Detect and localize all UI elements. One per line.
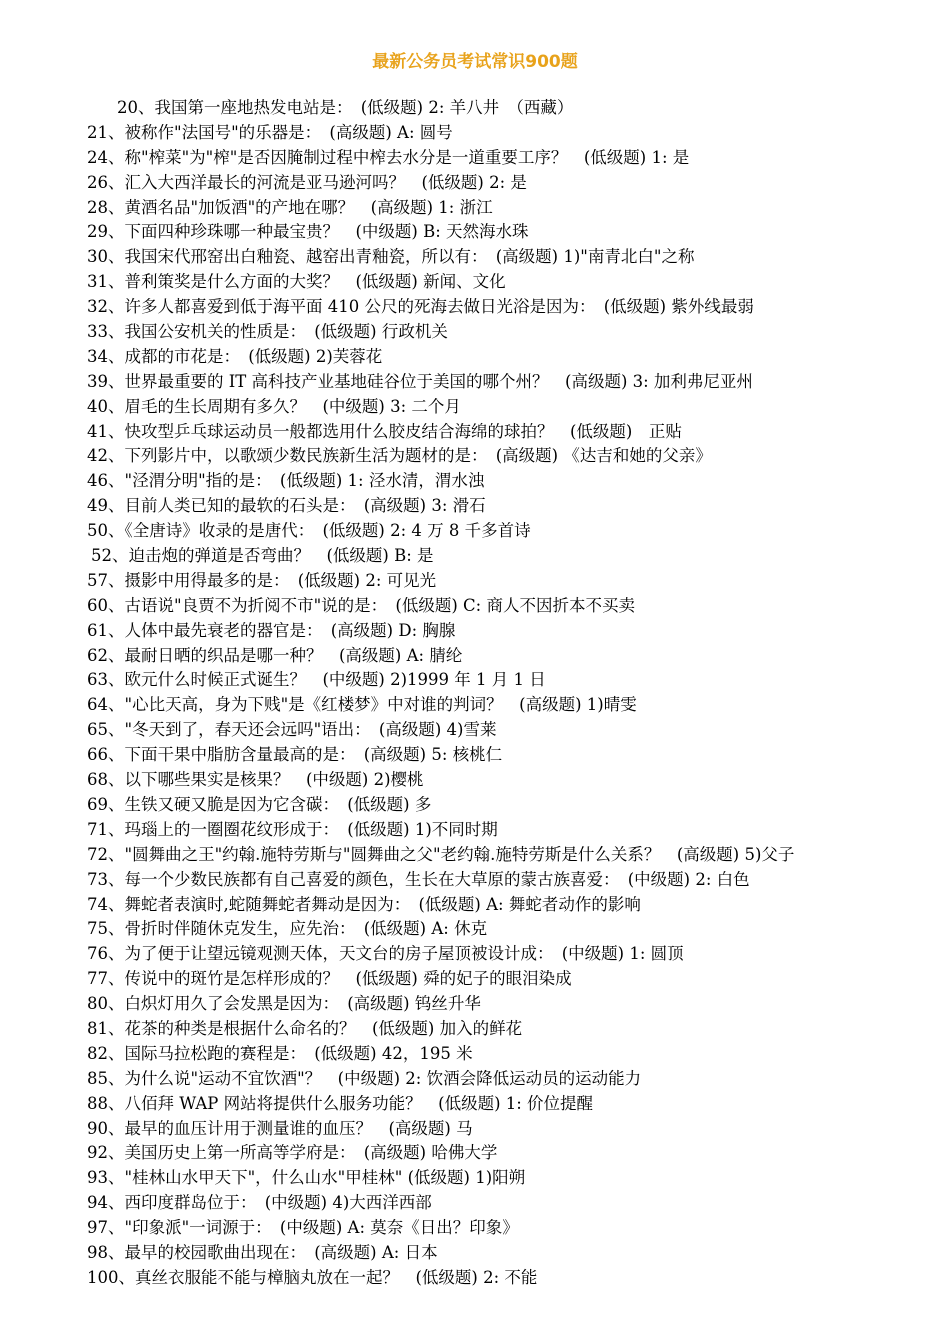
- question-item: 69、生铁又硬又脆是因为它含碳： (低级题) 多: [87, 794, 432, 814]
- question-item: 75、骨折时伴随休克发生，应先治： (低级题) A: 休克: [87, 919, 488, 939]
- question-item: 62、最耐日晒的织品是哪一种？ (高级题) A: 腈纶: [87, 645, 463, 665]
- question-item: 57、摄影中用得最多的是： (低级题) 2: 可见光: [87, 570, 437, 590]
- question-item: 71、玛瑙上的一圈圈花纹形成于： (低级题) 1)不同时期: [87, 819, 498, 839]
- question-item: 72、"圆舞曲之王"约翰.施特劳斯与"圆舞曲之父"老约翰.施特劳斯是什么关系？ (高级题) 5)父子: [87, 844, 795, 864]
- question-item: 33、我国公安机关的性质是： (低级题) 行政机关: [87, 322, 448, 342]
- question-item: 97、"印象派"一词源于： (中级题) A: 莫奈《日出？印象》: [87, 1218, 519, 1238]
- question-item: 73、每一个少数民族都有自己喜爱的颜色，生长在大草原的蒙古族喜爱： (中级题) 2: 白色: [87, 869, 750, 889]
- question-item: 81、花茶的种类是根据什么命名的？ (低级题) 加入的鲜花: [87, 1018, 523, 1038]
- question-item: 80、白炽灯用久了会发黑是因为： (高级题) 钨丝升华: [87, 994, 481, 1014]
- question-item: 92、美国历史上第一所高等学府是： (高级题) 哈佛大学: [87, 1143, 498, 1163]
- question-item: 49、目前人类已知的最软的石头是： (高级题) 3: 滑石: [87, 496, 486, 516]
- question-item: 74、舞蛇者表演时,蛇随舞蛇者舞动是因为： (低级题) A: 舞蛇者动作的影响: [87, 894, 641, 914]
- question-item: 39、世界最重要的 IT 高科技产业基地硅谷位于美国的哪个州？ (高级题) 3: 加利弗尼亚州: [87, 371, 753, 391]
- question-item: 77、传说中的斑竹是怎样形成的？ (低级题) 舜的妃子的眼泪染成: [87, 969, 572, 989]
- question-item: 42、下列影片中，以歌颂少数民族新生活为题材的是： (高级题) 《达吉和她的父亲》: [87, 446, 712, 466]
- question-list: [87, 96, 947, 1291]
- question-item: 28、黄酒名品"加饭酒"的产地在哪？ (高级题) 1: 浙江: [87, 197, 493, 217]
- question-item: 90、最早的血压计用于测量谁的血压？ (高级题) 马: [87, 1118, 473, 1138]
- question-item: 21、被称作"法国号"的乐器是： (高级题) A: 圆号: [87, 122, 453, 142]
- question-item: 34、成都的市花是： (低级题) 2)芙蓉花: [87, 346, 383, 366]
- question-item: 63、欧元什么时候正式诞生？ (中级题) 2)1999 年 1 月 1 日: [87, 670, 546, 690]
- question-item: 60、古语说"良贾不为折阅不市"说的是： (低级题) C: 商人不因折本不买卖: [87, 595, 635, 615]
- question-item: 88、八佰拜 WAP 网站将提供什么服务功能？ (低级题) 1: 价位提醒: [87, 1093, 594, 1113]
- page-title: 最新公务员考试常识900题: [372, 52, 578, 72]
- question-item: 85、为什么说"运动不宜饮酒"？ (中级题) 2: 饮酒会降低运动员的运动能力: [87, 1068, 642, 1088]
- question-item: 66、下面干果中脂肪含量最高的是： (高级题) 5: 核桃仁: [87, 745, 503, 765]
- question-item: 31、普利策奖是什么方面的大奖？ (低级题) 新闻、文化: [87, 272, 506, 292]
- question-item: 93、"桂林山水甲天下"，什么山水"甲桂林" (低级题) 1)阳朔: [87, 1168, 526, 1188]
- question-item: 65、"冬天到了，春天还会远吗"语出： (高级题) 4)雪莱: [87, 720, 497, 740]
- question-item: 52、迫击炮的弹道是否弯曲？ (低级题) B: 是: [91, 546, 434, 566]
- question-item: 41、快攻型乒乓球运动员一般都选用什么胶皮结合海绵的球拍？ (低级题) 正贴: [87, 421, 682, 441]
- question-item: 26、汇入大西洋最长的河流是亚马逊河吗？ (低级题) 2: 是: [87, 172, 527, 192]
- question-item: 20、我国第一座地热发电站是： (低级题) 2: 羊八井 （西藏）: [117, 98, 574, 117]
- question-item: 98、最早的校园歌曲出现在： (高级题) A: 日本: [87, 1242, 438, 1262]
- question-item: 68、以下哪些果实是核果？ (中级题) 2)樱桃: [87, 770, 424, 790]
- question-item: 50、《全唐诗》收录的是唐代： (低级题) 2: 4 万 8 千多首诗: [87, 521, 531, 541]
- question-item: 30、我国宋代邢窑出白釉瓷、越窑出青釉瓷，所以有： (高级题) 1)"南青北白"之称: [87, 247, 695, 267]
- question-item: 64、"心比天高，身为下贱"是《红楼梦》中对谁的判词？ (高级题) 1)晴雯: [87, 695, 637, 715]
- question-item: 76、为了便于让望远镜观测天体，天文台的房子屋顶被设计成： (中级题) 1: 圆顶: [87, 944, 684, 964]
- question-item: 24、称"榨菜"为"榨"是否因腌制过程中榨去水分是一道重要工序？ (低级题) 1: 是: [87, 147, 690, 167]
- question-item: 32、许多人都喜爱到低于海平面 410 公尺的死海去做日光浴是因为： (低级题) 紫外线最弱: [87, 297, 754, 317]
- question-item: 82、国际马拉松跑的赛程是： (低级题) 42，195 米: [87, 1043, 473, 1063]
- question-item: 94、西印度群岛位于： (中级题) 4)大西洋西部: [87, 1193, 432, 1213]
- question-item: 46、"泾渭分明"指的是： (低级题) 1: 泾水清，渭水浊: [87, 471, 485, 491]
- question-item: 61、人体中最先衰老的器官是： (高级题) D: 胸腺: [87, 620, 456, 640]
- question-item: 100、真丝衣服能不能与樟脑丸放在一起？ (低级题) 2: 不能: [87, 1267, 538, 1287]
- question-item: 40、眉毛的生长周期有多久？ (中级题) 3: 二个月: [87, 396, 461, 416]
- question-item: 29、下面四种珍珠哪一种最宝贵？ (中级题) B: 天然海水珠: [87, 222, 529, 242]
